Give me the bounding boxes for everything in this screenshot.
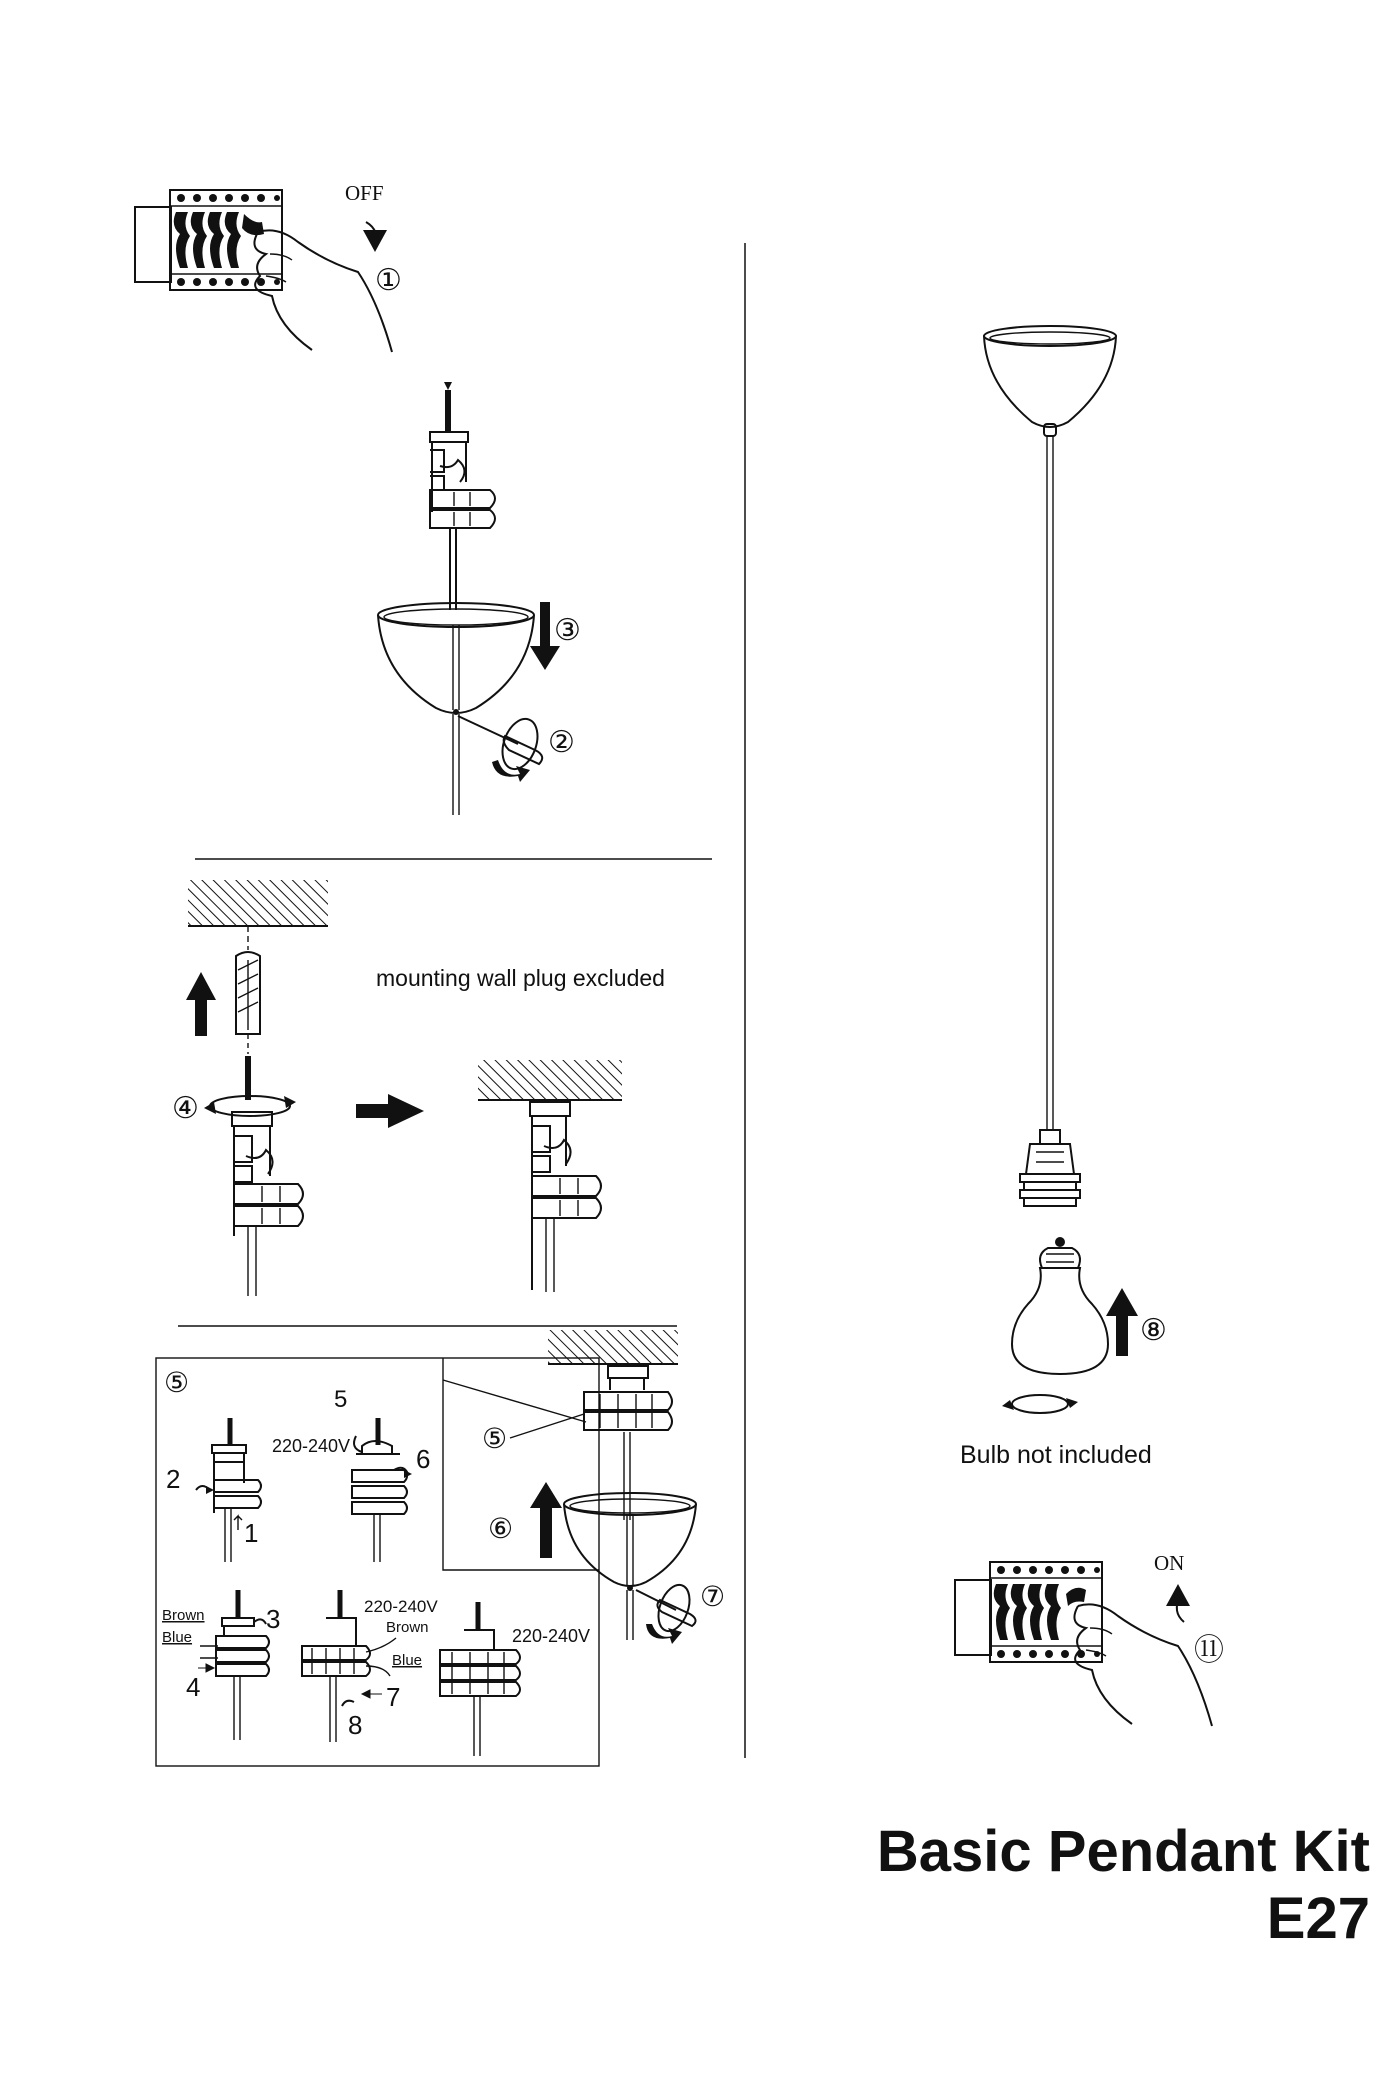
voltage-label-b: 220-240V — [272, 1436, 351, 1456]
wall-plug-illustration — [186, 880, 622, 1296]
substep-6-label: 6 — [416, 1444, 431, 1474]
voltage-label-e: 220-240V — [512, 1626, 591, 1646]
substep-1-label: 1 — [244, 1518, 259, 1548]
bulb-note: Bulb not included — [960, 1441, 1152, 1469]
substep-2-label: 2 — [166, 1464, 181, 1494]
bulb-illustration — [1002, 1237, 1138, 1413]
step-3-marker: ③ — [554, 614, 581, 647]
brown-label-c: Brown — [162, 1607, 205, 1624]
substep-3-label: 3 — [266, 1604, 281, 1634]
document-title: Basic Pendant Kit E27 — [876, 1819, 1370, 1951]
brown-label-d: Brown — [386, 1619, 429, 1636]
step-7-marker: ⑦ — [700, 1582, 726, 1613]
breaker-on-illustration — [955, 1562, 1212, 1726]
step-11-marker: ⑪ — [1194, 1634, 1224, 1667]
breaker-off-illustration — [135, 190, 392, 352]
substep-8-label: 8 — [348, 1710, 363, 1740]
substep-5-label: 5 — [334, 1386, 348, 1413]
blue-label-c: Blue — [162, 1629, 193, 1646]
blue-label-d: Blue — [392, 1652, 423, 1669]
canopy-removal-illustration — [378, 382, 560, 815]
step-4-marker: ④ — [172, 1092, 199, 1125]
voltage-label-d: 220-240V — [364, 1597, 438, 1616]
wiring-sequence-illustration — [196, 1330, 696, 1756]
substep-7-label: 7 — [386, 1682, 401, 1712]
step-5-box-marker: ⑤ — [164, 1368, 190, 1399]
step-8-marker: ⑧ — [1140, 1314, 1167, 1347]
step-2-marker: ② — [548, 726, 575, 759]
step-6-marker: ⑥ — [488, 1514, 514, 1545]
off-label: OFF — [345, 181, 384, 205]
pendant-illustration — [984, 326, 1116, 1206]
mounting-note: mounting wall plug excluded — [376, 965, 665, 991]
on-label: ON — [1154, 1551, 1185, 1575]
step-5-marker: ⑤ — [482, 1424, 508, 1455]
step-1-marker: ① — [375, 264, 402, 297]
substep-4-label: 4 — [186, 1672, 201, 1702]
